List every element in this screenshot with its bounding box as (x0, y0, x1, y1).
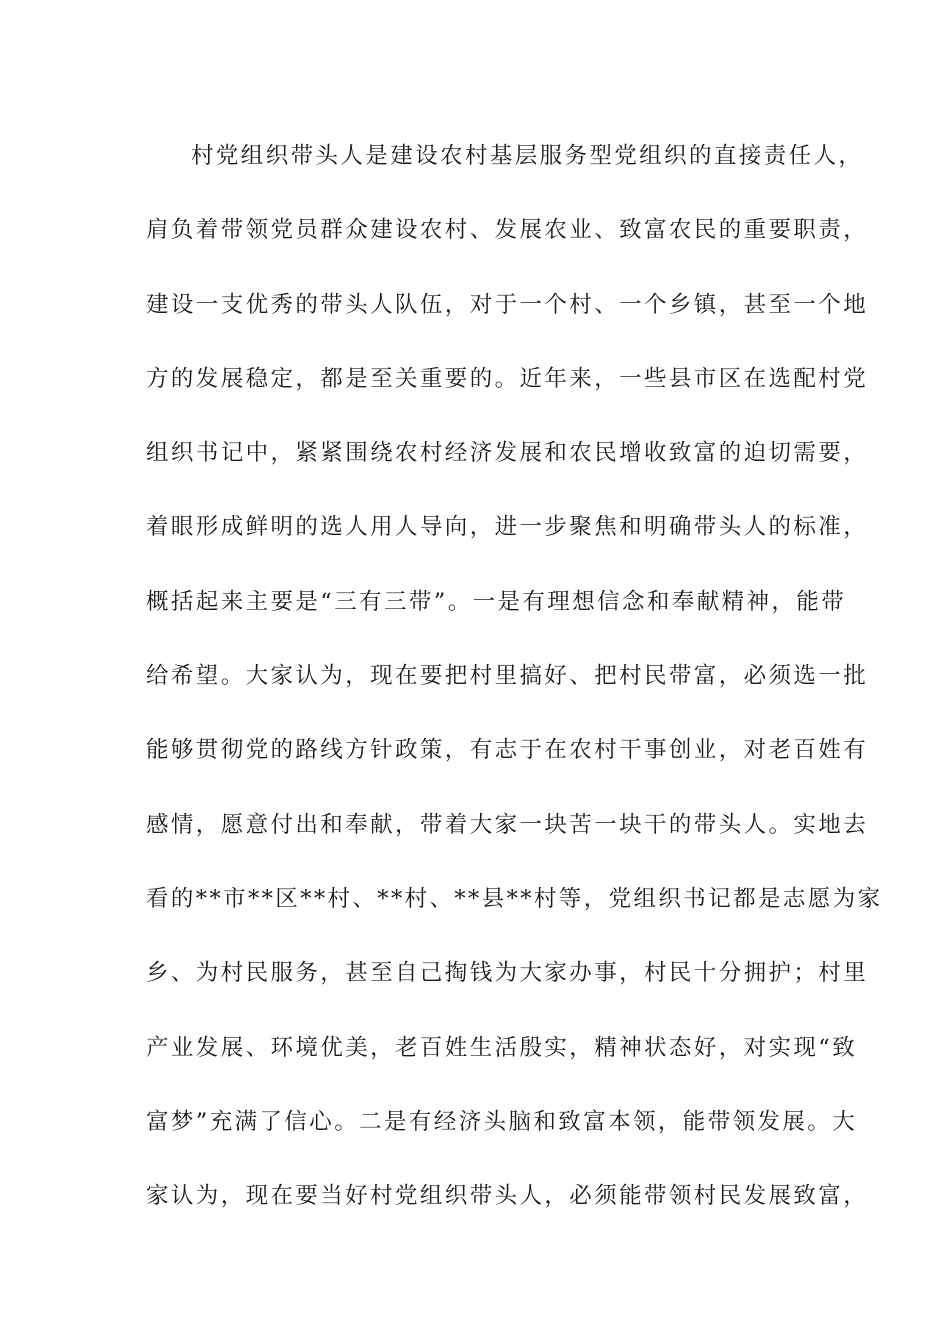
paragraph-line-1: 村党组织带头人是建设农村基层服务型党组织的直接责任人， (191, 143, 864, 169)
paragraph-line-15: 家认为，现在要当好村党组织带头人，必须能带领村民发展致富， (146, 1183, 869, 1210)
paragraph-line-6: 着眼形成鲜明的选人用人导向，进一步聚焦和明确带头人的标准， (146, 514, 869, 541)
paragraph-line-3: 建设一支优秀的带头人队伍，对于一个村、一个乡镇，甚至一个地 (146, 291, 869, 318)
paragraph-line-7: 概括起来主要是“三有三带”。一是有理想信念和奉献精神，能带 (146, 588, 847, 615)
paragraph-line-13: 产业发展、环境优美，老百姓生活殷实，精神状态好，对实现“致 (146, 1034, 858, 1061)
paragraph-line-10: 感情，愿意付出和奉献，带着大家一块苦一块干的带头人。实地去 (146, 811, 869, 838)
paragraph-line-12: 乡、为村民服务，甚至自己掏钱为大家办事，村民十分拥护；村里 (146, 960, 869, 987)
paragraph-line-8: 给希望。大家认为，现在要把村里搞好、把村民带富，必须选一批 (146, 663, 869, 690)
paragraph-line-11: 看的**市**区**村、**村、**县**村等，党组织书记都是志愿为家 (146, 885, 883, 912)
paragraph-line-9: 能够贯彻党的路线方针政策，有志于在农村干事创业，对老百姓有 (146, 737, 869, 764)
paragraph-line-5: 组织书记中，紧紧围绕农村经济发展和农民增收致富的迫切需要， (146, 440, 869, 467)
paragraph-line-2: 肩负着带领党员群众建设农村、发展农业、致富农民的重要职责， (146, 217, 869, 244)
paragraph-line-14: 富梦”充满了信心。二是有经济头脑和致富本领，能带领发展。大 (146, 1108, 858, 1135)
body-paragraph (146, 130, 883, 1244)
paragraph-line-4: 方的发展稳定，都是至关重要的。近年来，一些县市区在选配村党 (146, 365, 869, 392)
